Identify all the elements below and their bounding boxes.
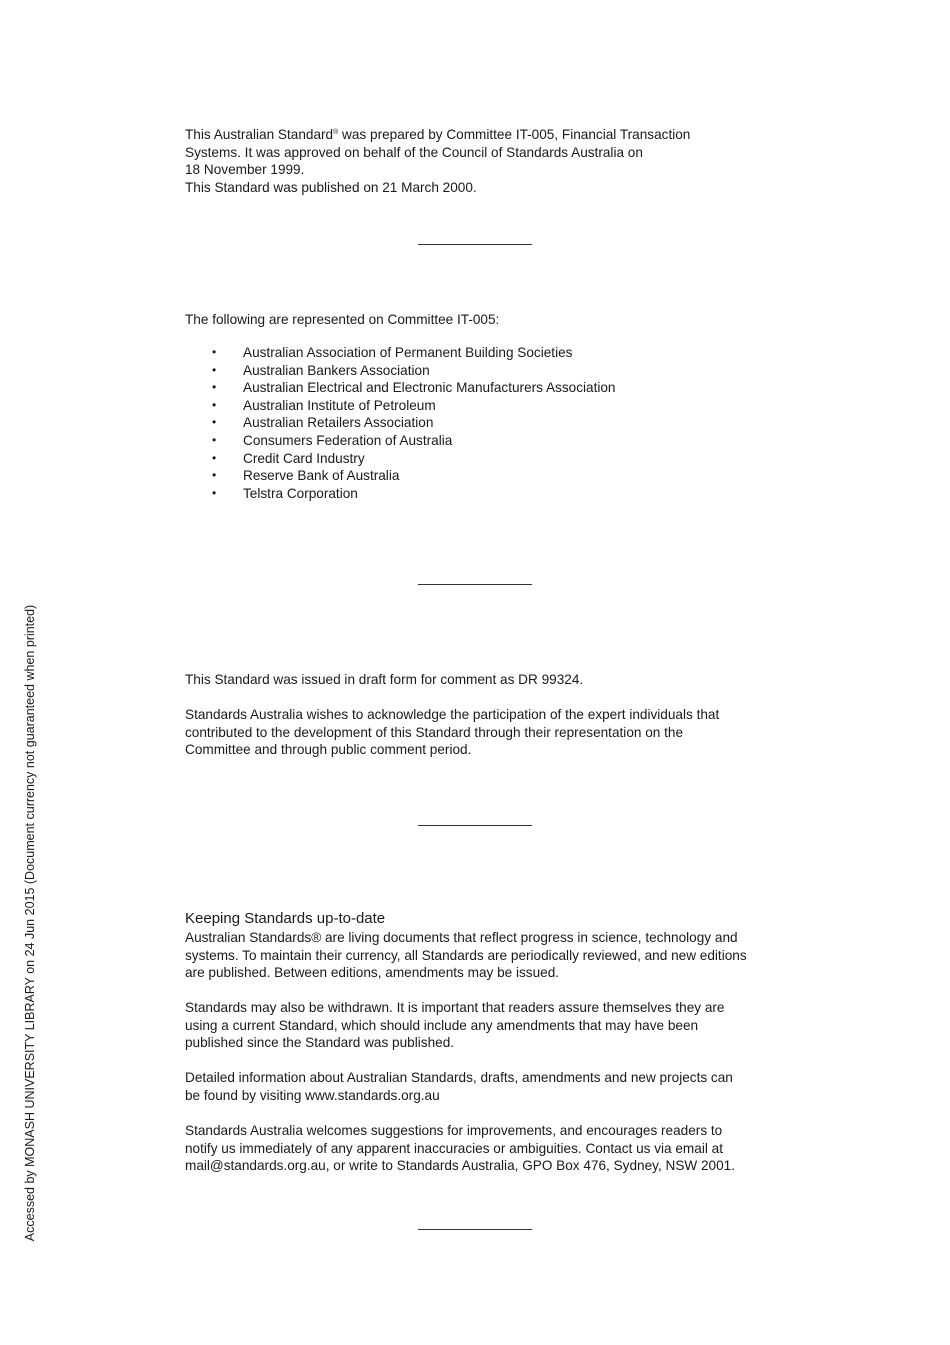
bullet-icon: • <box>212 397 217 412</box>
living-documents-paragraph <box>185 929 785 982</box>
acknowledgement-paragraph <box>185 706 785 759</box>
list-item <box>185 362 616 380</box>
list-item <box>185 397 616 415</box>
acknowledgement-line: Committee and through public comment period. <box>185 742 472 758</box>
withdrawn-paragraph <box>185 999 785 1052</box>
paragraph-line: Standards may also be withdrawn. It is important that readers assure themselves they are <box>185 1000 725 1015</box>
section-divider <box>418 244 532 245</box>
committee-intro-text: The following are represented on Committee IT-005: <box>185 312 500 327</box>
member-name: Australian Retailers Association <box>243 415 434 431</box>
preparation-line-2: Systems. It was approved on behalf of the Council of Standards Australia on <box>185 144 643 160</box>
member-name: Australian Association of Permanent Building Societies <box>243 345 573 360</box>
draft-issue-paragraph <box>185 671 785 689</box>
paragraph-line: Standards Australia welcomes suggestions for improvements, and encourages readers to <box>185 1123 723 1138</box>
contact-paragraph <box>185 1122 785 1175</box>
list-item <box>185 344 616 362</box>
paragraph-line: published since the Standard was published. <box>185 1035 455 1051</box>
list-item <box>185 379 616 397</box>
list-item <box>185 467 616 485</box>
paragraph-line: using a current Standard, which should include any amendments that may have been <box>185 1017 699 1033</box>
registered-mark: ® <box>333 129 339 136</box>
bullet-icon: • <box>212 450 217 465</box>
publication-date-line: This Standard was published on 21 March 2000. <box>185 179 477 195</box>
section-divider <box>418 1229 532 1230</box>
member-name: Consumers Federation of Australia <box>243 432 453 448</box>
member-name: Australian Electrical and Electronic Manufacturers Association <box>243 380 616 396</box>
access-notice: Accessed by MONASH UNIVERSITY LIBRARY on 24 Jun 2015 (Document currency not guaranteed when printed) <box>23 604 37 1242</box>
list-item <box>185 450 616 468</box>
preparation-line-3: 18 November 1999. <box>185 162 305 178</box>
member-name: Australian Institute of Petroleum <box>243 397 436 413</box>
preparation-line-1-end: was prepared by Committee IT-005, Financial Transaction <box>338 127 691 142</box>
bullet-icon: • <box>212 415 217 430</box>
paragraph-line: systems. To maintain their currency, all Standards are periodically reviewed, and new editions <box>185 947 747 963</box>
committee-members-list <box>185 344 616 502</box>
draft-issue-text: This Standard was issued in draft form for comment as DR 99324. <box>185 672 584 687</box>
list-item <box>185 485 616 503</box>
section-divider <box>418 584 532 585</box>
up-to-date-heading: Keeping Standards up-to-date <box>185 910 386 927</box>
preparation-paragraph <box>185 126 785 196</box>
bullet-icon: • <box>212 362 217 377</box>
preparation-line-1-start: This Australian Standard <box>185 127 334 142</box>
detailed-information-paragraph <box>185 1069 785 1104</box>
bullet-icon: • <box>212 432 217 447</box>
bullet-icon: • <box>212 345 217 359</box>
member-name: Credit Card Industry <box>243 450 365 466</box>
paragraph-line: be found by visiting www.standards.org.au <box>185 1087 440 1103</box>
list-item <box>185 432 616 450</box>
paragraph-line: are published. Between editions, amendments may be issued. <box>185 965 560 981</box>
acknowledgement-line: Standards Australia wishes to acknowledge the participation of the expert individuals that <box>185 707 720 722</box>
paragraph-line: mail@standards.org.au, or write to Standards Australia, GPO Box 476, Sydney, NSW 2001. <box>185 1158 736 1174</box>
acknowledgement-line: contributed to the development of this Standard through their representation on the <box>185 724 684 740</box>
paragraph-line: notify us immediately of any apparent inaccuracies or ambiguities. Contact us via email at <box>185 1140 723 1156</box>
member-name: Telstra Corporation <box>243 485 358 501</box>
committee-intro <box>185 311 785 329</box>
bullet-icon: • <box>212 468 217 483</box>
section-divider <box>418 825 532 826</box>
paragraph-line: Australian Standards® are living documents that reflect progress in science, technology and <box>185 930 738 945</box>
list-item <box>185 414 616 432</box>
paragraph-line: Detailed information about Australian Standards, drafts, amendments and new projects can <box>185 1070 733 1085</box>
bullet-icon: • <box>212 485 217 500</box>
preparation-line-1 <box>185 126 785 144</box>
member-name: Reserve Bank of Australia <box>243 468 400 484</box>
member-name: Australian Bankers Association <box>243 362 430 378</box>
bullet-icon: • <box>212 380 217 395</box>
